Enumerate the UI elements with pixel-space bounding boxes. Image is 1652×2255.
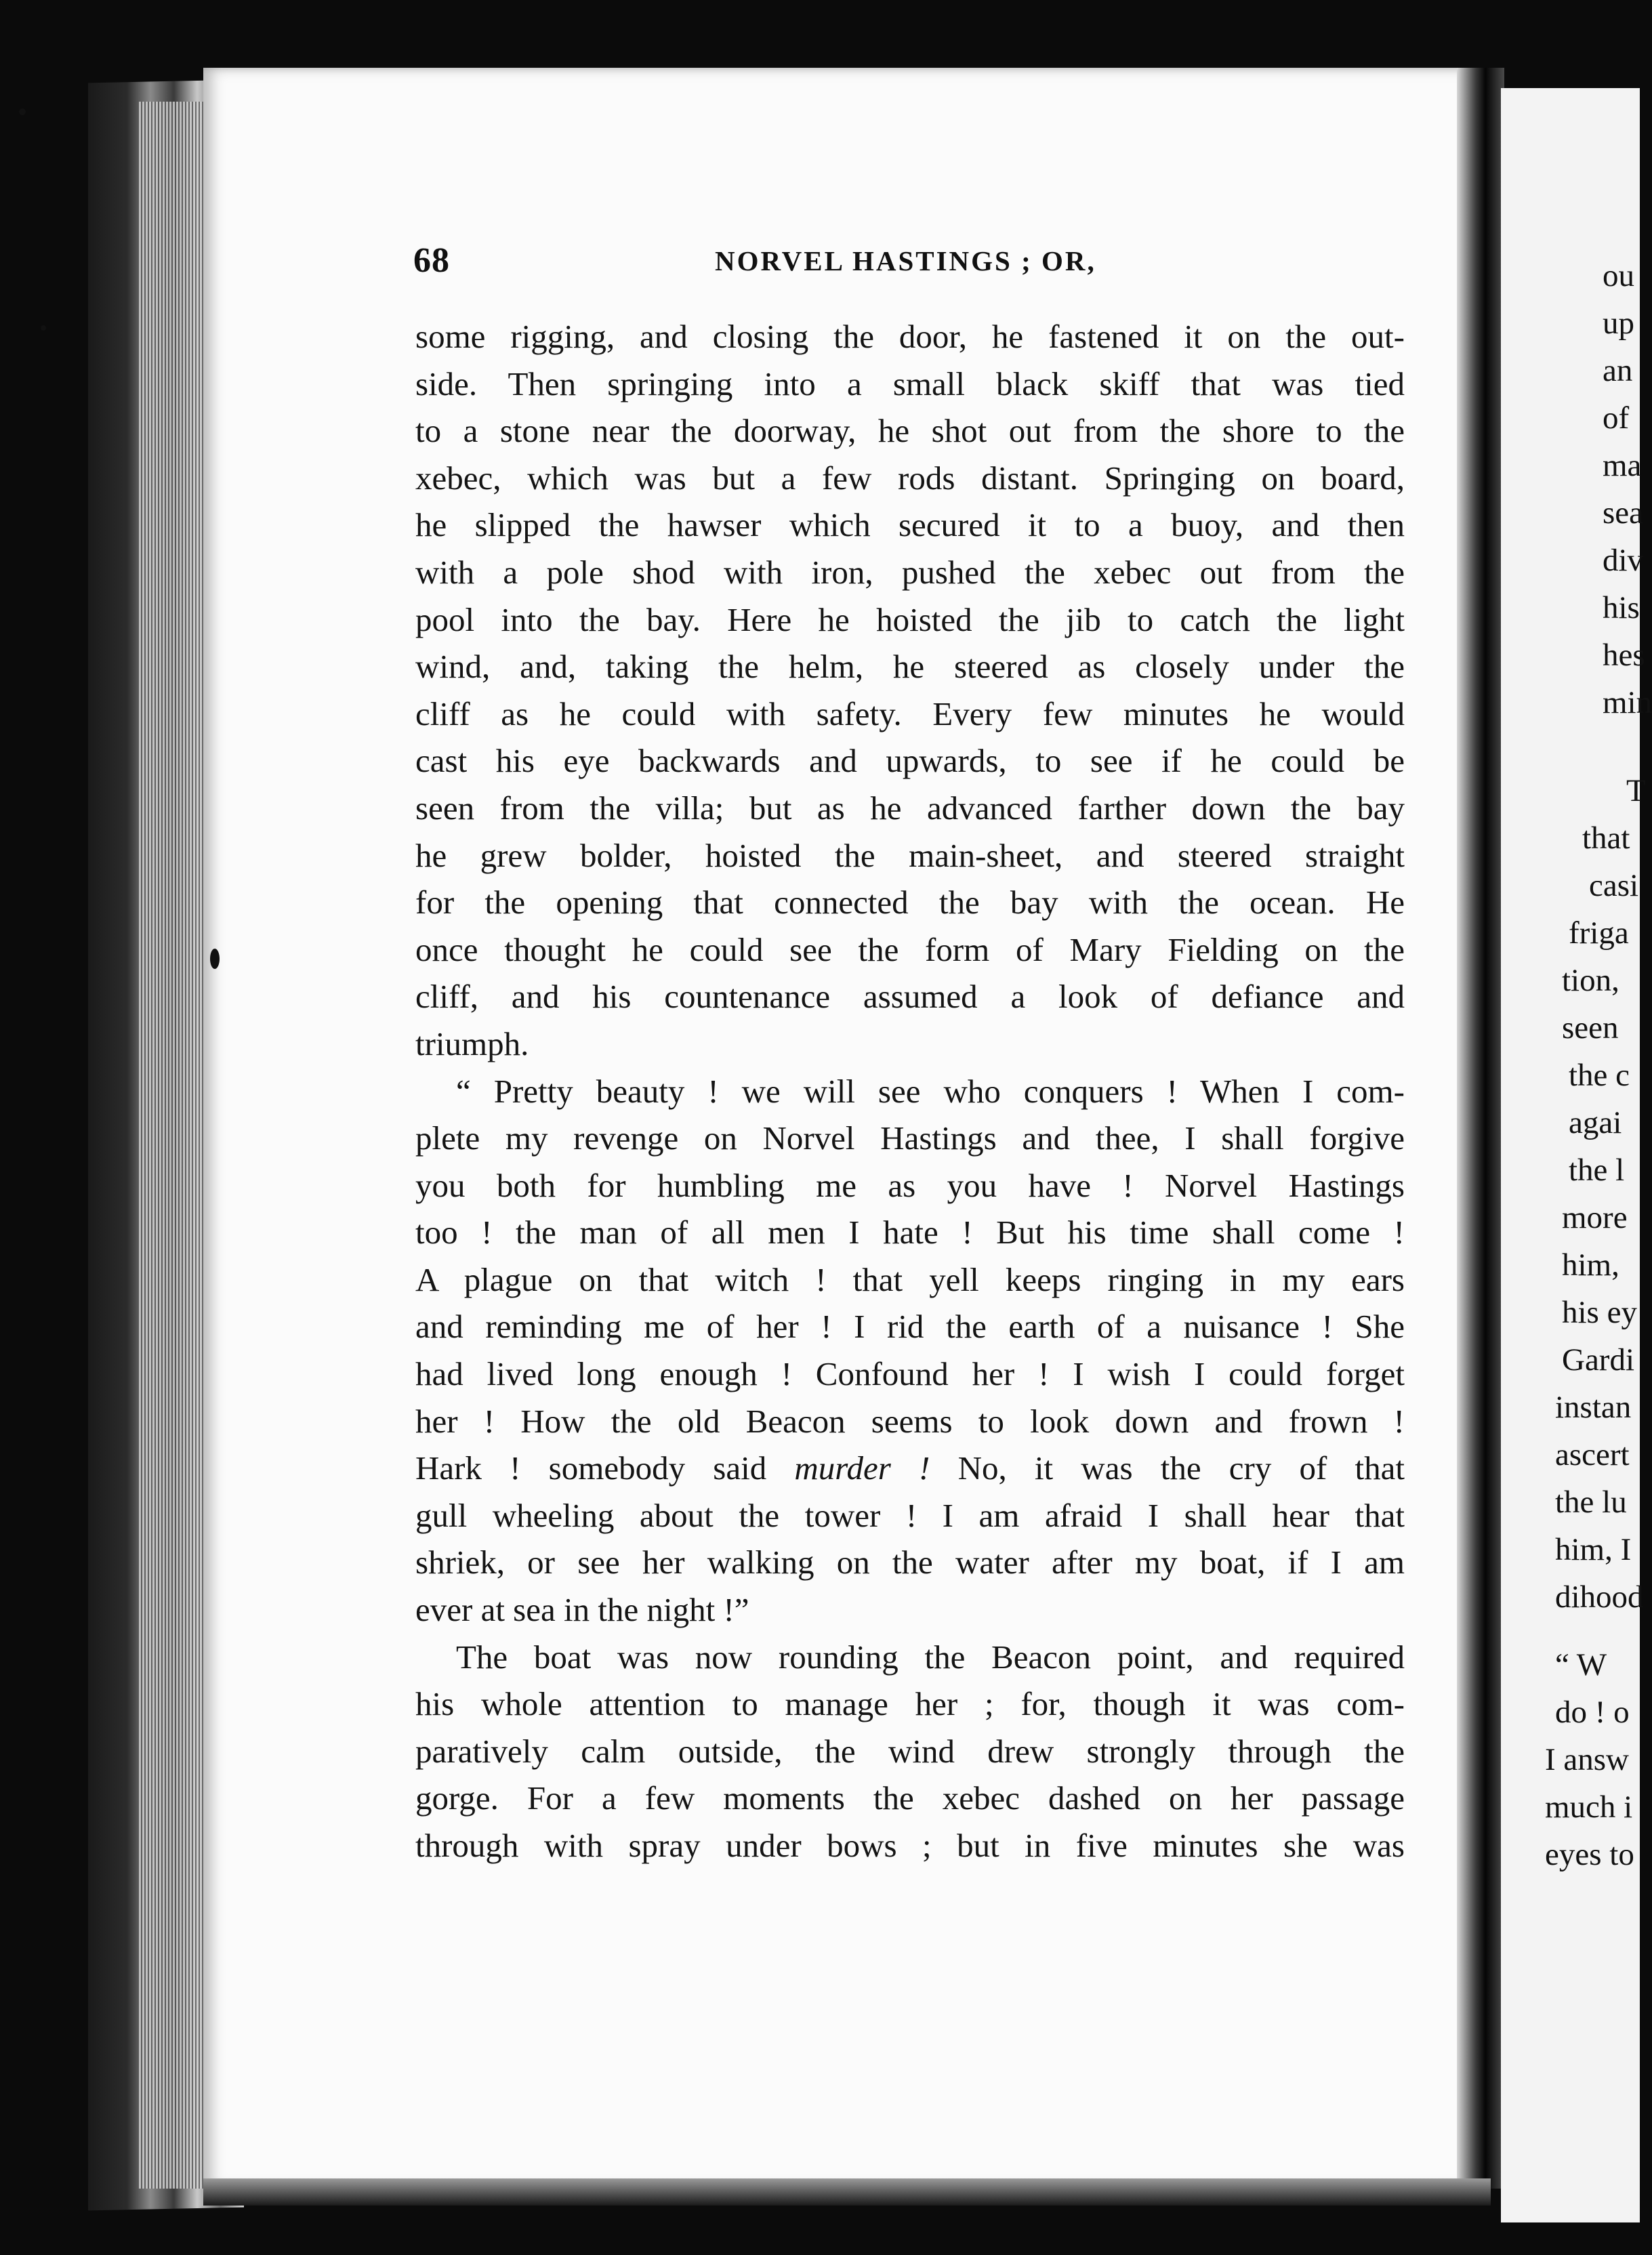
body-text bbox=[415, 313, 1405, 1869]
text-line: and reminding me of her ! I rid the earth of a nuisance ! She bbox=[415, 1308, 1405, 1346]
facing-page-text: of bbox=[1603, 400, 1630, 436]
facing-page-text: I answ bbox=[1545, 1742, 1629, 1777]
scan-speck bbox=[19, 108, 26, 115]
facing-page-text: sea bbox=[1603, 495, 1644, 531]
facing-page-text: ascert bbox=[1555, 1437, 1630, 1472]
text-line: through with spray under bows ; but in five minutes she was bbox=[415, 1827, 1405, 1864]
text-line: wind, and, taking the helm, he steered as closely under the bbox=[415, 648, 1405, 686]
text-line: some rigging, and closing the door, he fastened it on the out- bbox=[415, 318, 1405, 355]
text-line: paratively calm outside, the wind drew strongly through the bbox=[415, 1732, 1405, 1770]
facing-page-text: dihood bbox=[1555, 1579, 1644, 1615]
facing-page-text: casi bbox=[1589, 868, 1639, 903]
text-line: with a pole shod with iron, pushed the xebec out from the bbox=[415, 553, 1405, 591]
facing-page-text: do ! o bbox=[1555, 1695, 1630, 1730]
text-line: plete my revenge on Norvel Hastings and thee, I shall forgive bbox=[415, 1119, 1405, 1157]
facing-page-text: that bbox=[1582, 821, 1630, 856]
running-title: NORVEL HASTINGS ; OR, bbox=[715, 245, 1096, 276]
text-line: seen from the villa; but as he advanced farther down the bay bbox=[415, 789, 1405, 827]
text-line: xebec, which was but a few rods distant. Springing on board, bbox=[415, 459, 1405, 497]
facing-page-text: tion, bbox=[1562, 963, 1619, 998]
facing-page-text: much i bbox=[1545, 1789, 1633, 1825]
facing-page-text: his ey bbox=[1562, 1295, 1637, 1330]
facing-page-text: seen bbox=[1562, 1010, 1619, 1046]
text-line: “ Pretty beauty ! we will see who conquers ! When I com- bbox=[456, 1072, 1405, 1110]
text-line: you both for humbling me as you have ! Norvel Hastings bbox=[415, 1166, 1405, 1204]
text-line: A plague on that witch ! that yell keeps ringing in my ears bbox=[415, 1260, 1405, 1298]
facing-page-text: Gardi bbox=[1562, 1342, 1635, 1378]
text-line: cliff as he could with safety. Every few minutes he would bbox=[415, 695, 1405, 732]
running-head bbox=[413, 241, 1382, 281]
facing-page-text: him, I bbox=[1555, 1532, 1632, 1567]
facing-page-text: T bbox=[1626, 773, 1646, 808]
text-line: ever at sea in the night !” bbox=[415, 1591, 749, 1629]
text-line: cast his eye backwards and upwards, to see if he could be bbox=[415, 742, 1405, 780]
text-line: The boat was now rounding the Beacon point, and required bbox=[456, 1638, 1405, 1676]
text-line: triumph. bbox=[415, 1025, 529, 1062]
text-line: gull wheeling about the tower ! I am afraid I shall hear that bbox=[415, 1496, 1405, 1534]
facing-page-text: ma bbox=[1603, 448, 1642, 483]
text-line: shriek, or see her walking on the water after my boat, if I am bbox=[415, 1544, 1405, 1581]
facing-page-text: div bbox=[1603, 543, 1644, 578]
scan-speck bbox=[41, 325, 46, 331]
facing-page-text: up bbox=[1603, 306, 1634, 341]
facing-page-text: hes bbox=[1603, 638, 1645, 673]
facing-page-text: the lu bbox=[1555, 1485, 1627, 1520]
facing-page-text: the c bbox=[1569, 1058, 1630, 1093]
facing-page-text: the l bbox=[1569, 1153, 1625, 1188]
text-segment: Hark ! somebody said bbox=[415, 1449, 795, 1487]
facing-page-text: more bbox=[1562, 1200, 1628, 1235]
facing-page-text: instan bbox=[1555, 1390, 1632, 1425]
text-line: pool into the bay. Here he hoisted the jib to catch the light bbox=[415, 600, 1405, 638]
text-line: gorge. For a few moments the xebec dashed on her passage bbox=[415, 1779, 1405, 1817]
facing-page-text: ou bbox=[1603, 258, 1634, 293]
text-line: he slipped the hawser which secured it to a buoy, and then bbox=[415, 506, 1405, 544]
facing-page-text: agai bbox=[1569, 1105, 1622, 1140]
text-line bbox=[415, 1445, 1405, 1492]
text-line: to a stone near the doorway, he shot out from the shore to the bbox=[415, 412, 1405, 450]
text-line: his whole attention to manage her ; for, though it was com- bbox=[415, 1685, 1405, 1723]
italic-word: murder ! bbox=[794, 1449, 930, 1487]
facing-page-text: his bbox=[1603, 590, 1640, 625]
text-line: too ! the man of all men I hate ! But his time shall come ! bbox=[415, 1214, 1405, 1251]
facing-page-text: an bbox=[1603, 353, 1633, 388]
text-line: once thought he could see the form of Mary Fielding on the bbox=[415, 930, 1405, 968]
page-bottom-edge bbox=[203, 2178, 1491, 2206]
facing-page-text: min bbox=[1603, 685, 1652, 720]
scan-speck bbox=[210, 949, 220, 969]
text-segment: No, it was the cry of that bbox=[930, 1449, 1405, 1487]
facing-page-text: him, bbox=[1562, 1247, 1619, 1283]
text-line: side. Then springing into a small black skiff that was tied bbox=[415, 365, 1405, 402]
text-line: had lived long enough ! Confound her ! I wish I could forget bbox=[415, 1355, 1405, 1393]
page-number: 68 bbox=[413, 241, 450, 280]
facing-page-text: friga bbox=[1569, 915, 1629, 951]
text-line: her ! How the old Beacon seems to look down and frown ! bbox=[415, 1402, 1405, 1440]
facing-page-text: “ W bbox=[1555, 1647, 1607, 1682]
facing-page-text: eyes to bbox=[1545, 1837, 1634, 1872]
facing-page-fragment bbox=[1501, 88, 1652, 2222]
text-line: he grew bolder, hoisted the main-sheet, and steered straight bbox=[415, 836, 1405, 874]
text-line: for the opening that connected the bay with the ocean. He bbox=[415, 884, 1405, 922]
book-gutter bbox=[1457, 68, 1504, 2189]
text-line: cliff, and his countenance assumed a look of defiance and bbox=[415, 978, 1405, 1016]
